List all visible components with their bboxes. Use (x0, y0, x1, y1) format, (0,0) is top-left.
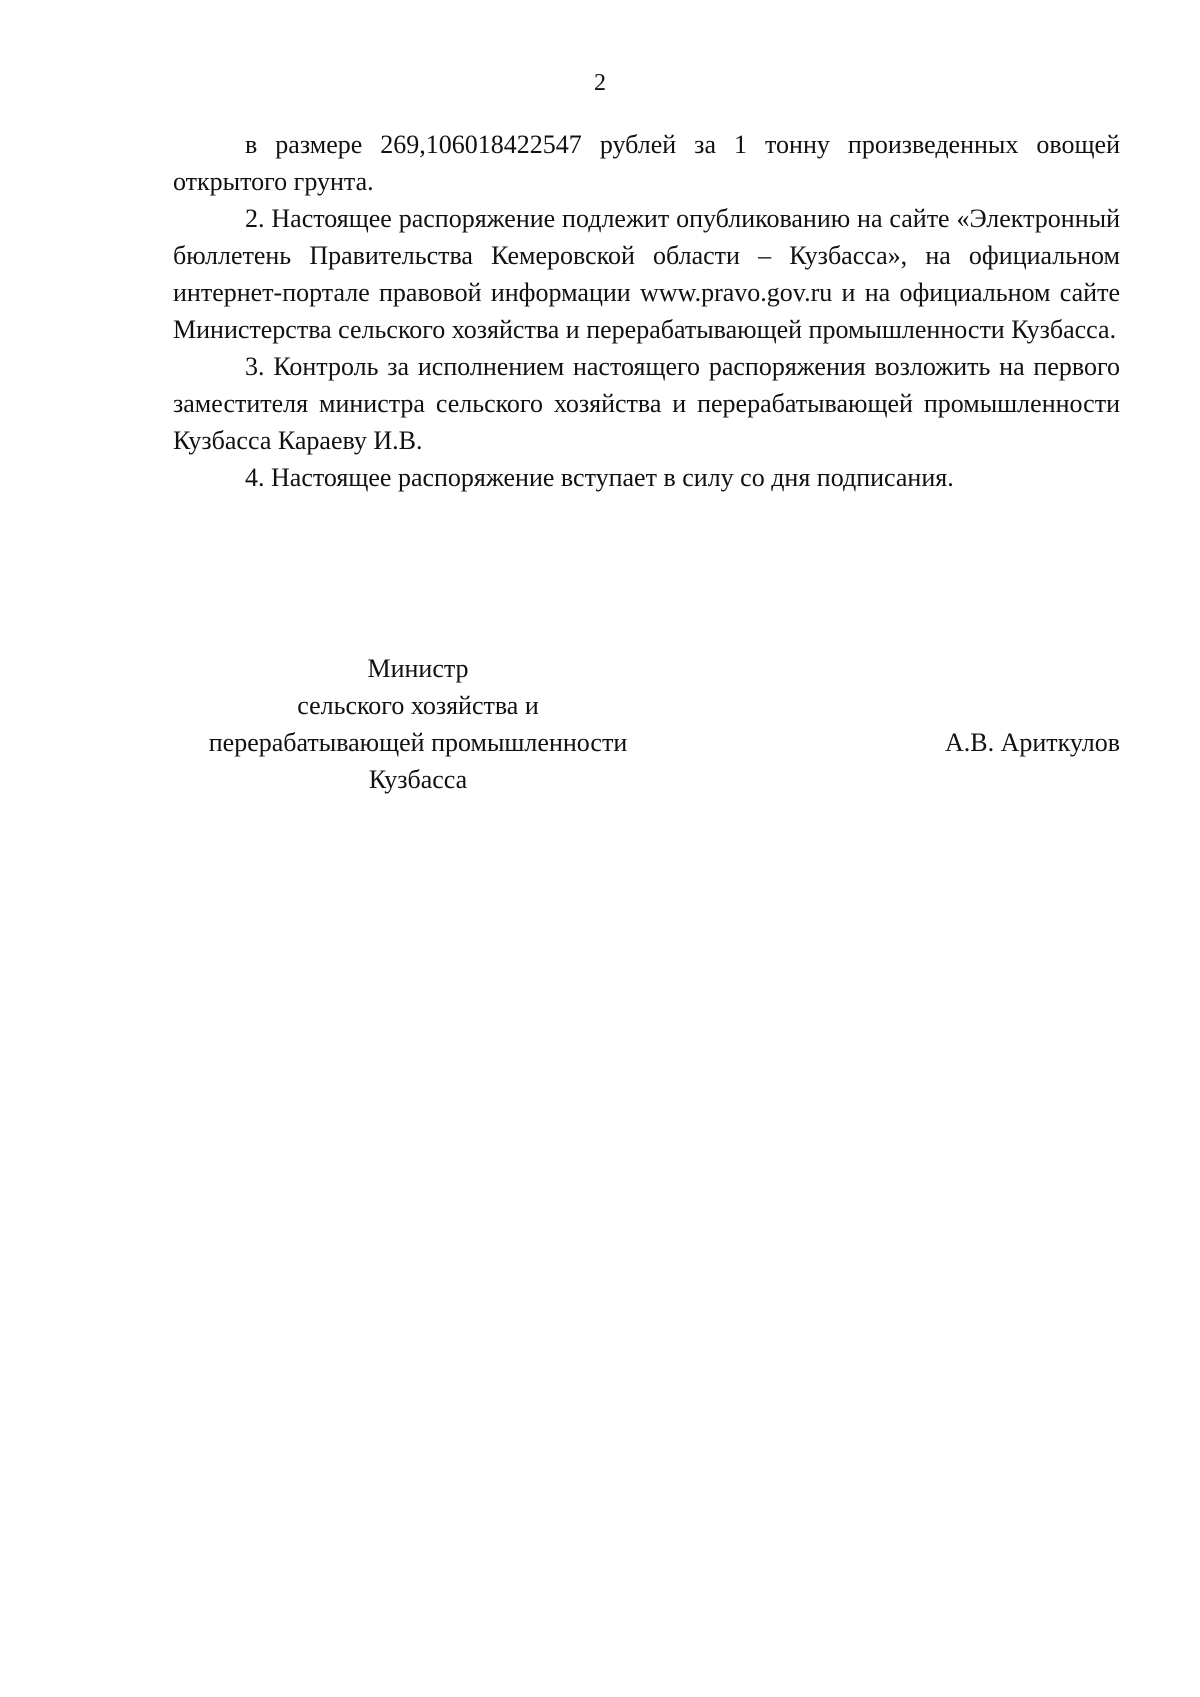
page-number: 2 (594, 70, 606, 96)
document-body (173, 126, 1120, 496)
paragraph-2-publication: 2. Настоящее распоряжение подлежит опубликованию на сайте «Электронный бюллетень Правительства Кемеровской области – Кузбасса», на официальном интернет-портале правовой информации www.pravo.gov.ru и на официальном сайте Министерства сельского хозяйства и перерабатывающей промышленности Кузбасса. (173, 204, 1120, 344)
paragraph-3-control: 3. Контроль за исполнением настоящего распоряжения возложить на первого заместителя министра сельского хозяйства и перерабатывающей промышленности Кузбасса Караеву И.В. (173, 352, 1120, 455)
signatory-title-line: перерабатывающей промышленности (208, 728, 628, 757)
signatory-name: А.В. Ариткулов (944, 728, 1120, 757)
paragraph-4-effective-date: 4. Настоящее распоряжение вступает в силу со дня подписания. (245, 463, 954, 492)
signatory-title-line: сельского хозяйства и (297, 691, 539, 720)
signatory-title-line: Кузбасса (368, 765, 468, 794)
signatory-title-line: Министр (367, 654, 469, 683)
paragraph-1-continuation: в размере 269,106018422547 рублей за 1 тонну произведенных овощей открытого грунта. (173, 130, 1120, 196)
signatory-title (173, 650, 663, 798)
